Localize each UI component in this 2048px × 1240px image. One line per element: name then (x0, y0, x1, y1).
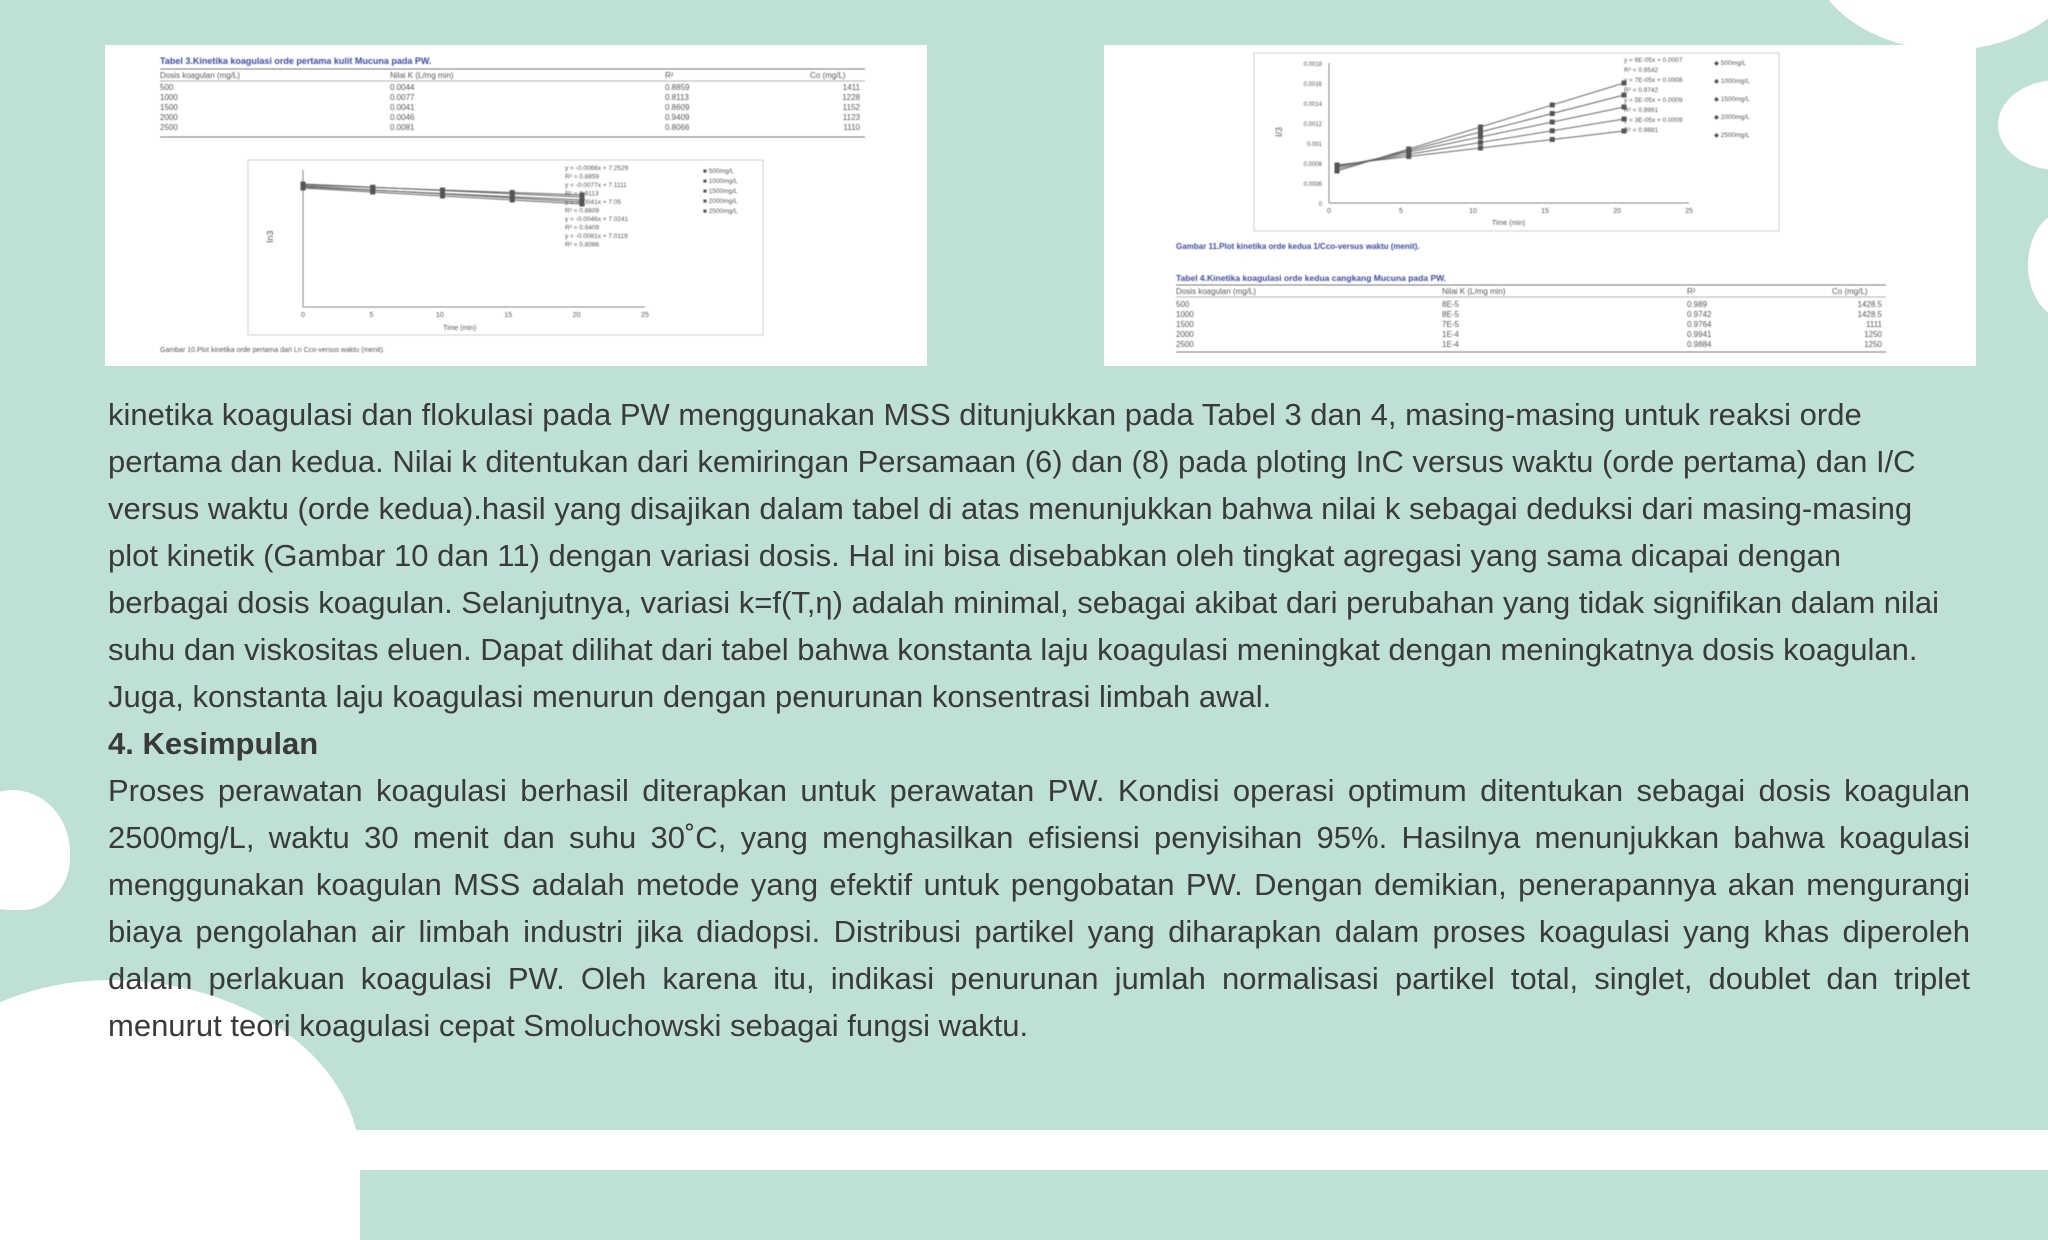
table4-cell: 1428.5 (1857, 300, 1882, 309)
table4-header-k: Nilai K (L/mg min) (1442, 287, 1506, 296)
chart11-point (1550, 128, 1555, 133)
chart11-legend-item: ◆ 2500mg/L (1714, 132, 1750, 139)
chart10-x-tick: 10 (435, 312, 444, 319)
chart10-legend-item: ■ 1500mg/L (703, 188, 738, 195)
chart11-point (1478, 146, 1483, 151)
decorative-blob-right-lower (2028, 210, 2048, 320)
table3-cell: 1228 (842, 93, 860, 102)
decorative-strip-bottom (160, 1130, 2048, 1170)
second-order-figure-svg (1104, 45, 1976, 366)
table3-cell: 2500 (160, 123, 178, 132)
table4-cell: 8E-5 (1442, 310, 1459, 319)
chart10-point (370, 190, 375, 195)
chart11-legend-item: ◆ 2000mg/L (1714, 114, 1750, 121)
chart10-x-tick: 20 (572, 312, 581, 319)
chart11-y-ticks (1304, 62, 1323, 208)
table3-caption: Tabel 3.Kinetika koagulasi orde pertama kulit Mucuna pada PW. (160, 56, 432, 66)
chart11-x-ticks (1327, 208, 1693, 215)
table4-cell: 1E-4 (1442, 340, 1459, 349)
table3-cell: 1123 (842, 113, 860, 122)
decorative-blob-left (0, 790, 70, 910)
chart11-point (1550, 137, 1555, 142)
chart11-x-tick: 25 (1685, 208, 1693, 215)
chart11-equation: R² = 0.9542 (1624, 67, 1659, 74)
table4-cell: 0.9742 (1687, 310, 1712, 319)
table4-cell: 1500 (1176, 320, 1194, 329)
chart10-point (510, 190, 515, 195)
chart10-xlabel: Time (min) (443, 325, 477, 332)
table3-header-r2: R² (665, 71, 674, 80)
table4-cell: 0.9941 (1687, 330, 1712, 339)
decorative-blob-right-upper (1998, 80, 2048, 170)
chart10-point (301, 186, 306, 191)
chart11-x-tick: 20 (1613, 208, 1621, 215)
chart10-equation: R² = 0.8609 (565, 207, 600, 215)
table3-rows (160, 83, 861, 132)
table4-cell: 1428.5 (1857, 310, 1882, 319)
table3-header-k: Nilai K (L/mg min) (390, 71, 454, 80)
chart10-equations (565, 165, 629, 249)
table4-header-dose: Dosis koagulan (mg/L) (1176, 287, 1257, 296)
table3-cell: 0.8609 (665, 103, 690, 112)
chart11-caption: Gambar 11.Plot kinetika orde kedua 1/Cco-versus waktu (menit). (1176, 242, 1420, 251)
figure-table3-first-order (105, 45, 927, 366)
table3-cell: 0.0081 (390, 123, 415, 132)
table4-cell: 1250 (1864, 340, 1882, 349)
chart11-series (1335, 81, 1627, 174)
chart11-point (1550, 111, 1555, 116)
chart11-y-tick: 0.0008 (1303, 162, 1322, 168)
table4-cell: 7E-5 (1442, 320, 1459, 329)
chart11-equations (1624, 57, 1683, 134)
chart10-ylabel: In3 (265, 230, 275, 243)
table4-header-co: Co (mg/L) (1832, 287, 1868, 296)
chart11-equation: R² = 0.9961 (1624, 107, 1659, 114)
chart11-x-tick: 15 (1541, 208, 1549, 215)
chart11-equation: R² = 0.9881 (1624, 127, 1659, 134)
chart10-legend-item: ■ 500mg/L (703, 168, 735, 175)
chart11-equation: y = 7E-05x + 0.0008 (1624, 77, 1683, 84)
chart10-equation: R² = 0.9409 (565, 224, 600, 232)
table3-cell: 1500 (160, 103, 178, 112)
table3-cell: 1411 (842, 83, 860, 92)
table3-cell: 0.8113 (665, 93, 689, 102)
chart11-legend-item: ◆ 1000mg/L (1714, 78, 1750, 85)
chart10-point (440, 188, 445, 193)
table4-cell: 1000 (1176, 310, 1194, 319)
table4-rows (1176, 300, 1883, 349)
chart11-legend (1714, 60, 1750, 139)
first-order-figure-svg (105, 45, 927, 366)
table3-cell: 0.9409 (665, 113, 690, 122)
table3-cell: 0.0077 (390, 93, 415, 102)
table4-caption: Tabel 4.Kinetika koagulasi orde kedua cangkang Mucuna pada PW. (1176, 273, 1447, 283)
chart11-y-tick: 0.0012 (1303, 122, 1322, 128)
table3-cell: 0.8066 (665, 123, 690, 132)
chart10-equation: R² = 0.8859 (565, 173, 600, 181)
chart10-legend-item: ■ 2000mg/L (703, 198, 738, 205)
table4-cell: 0.9764 (1687, 320, 1712, 329)
chart10-equation: R² = 0.8066 (565, 241, 600, 249)
table3-cell: 0.0041 (390, 103, 415, 112)
chart11-point (1550, 120, 1555, 125)
table4-cell: 2000 (1176, 330, 1194, 339)
chart11-y-tick: 0 (1318, 202, 1322, 208)
table3-header-co: Co (mg/L) (810, 71, 846, 80)
table3-cell: 0.0044 (390, 83, 415, 92)
chart11-point (1478, 130, 1483, 135)
chart10-equation: y = -0.0041x + 7.05 (565, 199, 622, 206)
chart10-x-tick: 15 (504, 312, 513, 319)
chart10-x-tick: 25 (641, 312, 649, 319)
chart11-x-tick: 10 (1469, 208, 1477, 215)
table3-cell: 1152 (842, 103, 860, 112)
conclusion-paragraph: Proses perawatan koagulasi berhasil diterapkan untuk perawatan PW. Kondisi operasi optimum ditentukan sebagai dosis koagulan 2500mg/L, waktu 30 menit dan suhu 30˚C, yang menghasilkan efisiensi penyisihan 95%. Hasilnya menunjukkan bahwa koagulasi menggunakan koagulan MSS adalah metode yang efektif untuk pengobatan PW. Dengan demikian, penerapannya akan mengurangi biaya pengolahan air limbah industri jika diadopsi. Distribusi partikel yang diharapkan dalam proses koagulasi yang khas diperoleh dalam perlakuan koagulasi PW. Oleh karena itu, indikasi penurunan jumlah normalisasi partikel total, singlet, doublet dan triplet menurut teori koagulasi cepat Smoluchowski sebagai fungsi waktu. (108, 773, 1970, 1043)
chart11-y-tick: 0.0006 (1303, 182, 1322, 188)
table3-cell: 1000 (160, 93, 178, 102)
chart11-point (1550, 103, 1555, 108)
chart10-point (440, 194, 445, 199)
table3-cell: 1110 (843, 123, 860, 132)
table4-cell: 1E-4 (1442, 330, 1459, 339)
table4-header-r2: R² (1687, 287, 1696, 296)
table4-cell: 500 (1176, 300, 1190, 309)
chart11-equation: y = 3E-05x + 0.0009 (1624, 117, 1683, 124)
chart11-point (1478, 125, 1483, 130)
chart10-equation: y = -0.0081x + 7.0119 (565, 233, 628, 240)
table3-cell: 500 (160, 83, 174, 92)
chart11-x-tick: 0 (1327, 208, 1331, 215)
table4-cell: 1111 (1865, 320, 1882, 329)
table4-cell: 0.9884 (1687, 340, 1712, 349)
chart10-legend-item: ■ 1000mg/L (703, 178, 738, 185)
table4-cell: 8E-5 (1442, 300, 1459, 309)
chart11-y-tick: 0.0018 (1303, 62, 1322, 68)
chart10-x-tick: 5 (369, 312, 374, 319)
chart11-equation: y = 6E-05x + 0.0007 (1624, 57, 1683, 64)
chart10-point (510, 198, 515, 203)
chart11-ylabel: I/3 (1274, 126, 1284, 137)
chart10-legend-item: ■ 2500mg/L (703, 208, 738, 215)
chart11-point (1478, 140, 1483, 145)
chart10-equation: R² = 0.8113 (565, 190, 599, 198)
chart11-x-tick: 5 (1399, 208, 1403, 215)
chart10-caption: Gambar 10.Plot kinetika orde pertama dari Ln Cco-versus waktu (menit). (160, 347, 385, 354)
chart10-legend (703, 168, 738, 215)
chart11-legend-item: ◆ 1500mg/L (1714, 96, 1750, 103)
chart11-point (1406, 154, 1411, 159)
decorative-blob-top-right (1808, 0, 2048, 50)
table4-cell: 2500 (1176, 340, 1194, 349)
slide-body (108, 391, 1970, 1049)
figure-table4-second-order (1104, 45, 1976, 366)
conclusion-heading: 4. Kesimpulan (108, 726, 319, 761)
kinetics-paragraph: kinetika koagulasi dan flokulasi pada PW menggunakan MSS ditunjukkan pada Tabel 3 dan 4, masing-masing untuk reaksi orde pertama dan kedua. Nilai k ditentukan dari kemiringan Persamaan (6) dan (8) pada ploting InC versus waktu (orde pertama) dan I/C versus waktu (orde kedua).hasil yang disajikan dalam tabel di atas menunjukkan bahwa nilai k sebagai deduksi dari masing-masing plot kinetik (Gambar 10 dan 11) dengan variasi dosis. Hal ini bisa disebabkan oleh tingkat agregasi yang sama dicapai dengan berbagai dosis koagulan. Selanjutnya, variasi k=f(T,η) adalah minimal, sebagai akibat dari perubahan yang tidak signifikan dalam nilai suhu dan viskositas eluen. Dapat dilihat dari tabel bahwa konstanta laju koagulasi meningkat dengan meningkatnya dosis koagulan. Juga, konstanta laju koagulasi menurun dengan penurunan konsentrasi limbah awal. (108, 397, 1939, 714)
table4-cell: 0.989 (1687, 300, 1708, 309)
table3-cell: 0.0046 (390, 113, 415, 122)
chart10-series (301, 182, 585, 207)
chart10-point (370, 185, 375, 190)
chart10-x-tick: 0 (301, 312, 305, 319)
chart11-equation: y = 5E-05x + 0.0009 (1624, 97, 1683, 104)
chart11-xlabel: Time (min) (1492, 220, 1526, 227)
chart11-y-tick: 0.0016 (1303, 82, 1322, 88)
table4-cell: 1250 (1864, 330, 1882, 339)
chart10-equation: y = -0.0077x + 7.1111 (565, 182, 627, 189)
chart10-equation: y = -0.0046x + 7.0241 (565, 216, 629, 223)
chart11-equation: R² = 0.9742 (1624, 87, 1659, 94)
chart11-legend-item: ◆ 500mg/L (1714, 60, 1747, 67)
chart11-y-tick: 0.001 (1306, 142, 1322, 148)
table3-header-dose: Dosis koagulan (mg/L) (160, 71, 241, 80)
chart11-point (1478, 135, 1483, 140)
chart11-y-tick: 0.0014 (1303, 102, 1322, 108)
table3-cell: 2000 (160, 113, 178, 122)
chart10-equation: y = -0.0066x + 7.2529 (565, 165, 629, 172)
table3-cell: 0.8859 (665, 83, 690, 92)
chart10-x-ticks (301, 312, 649, 319)
chart11-point (1335, 163, 1340, 168)
